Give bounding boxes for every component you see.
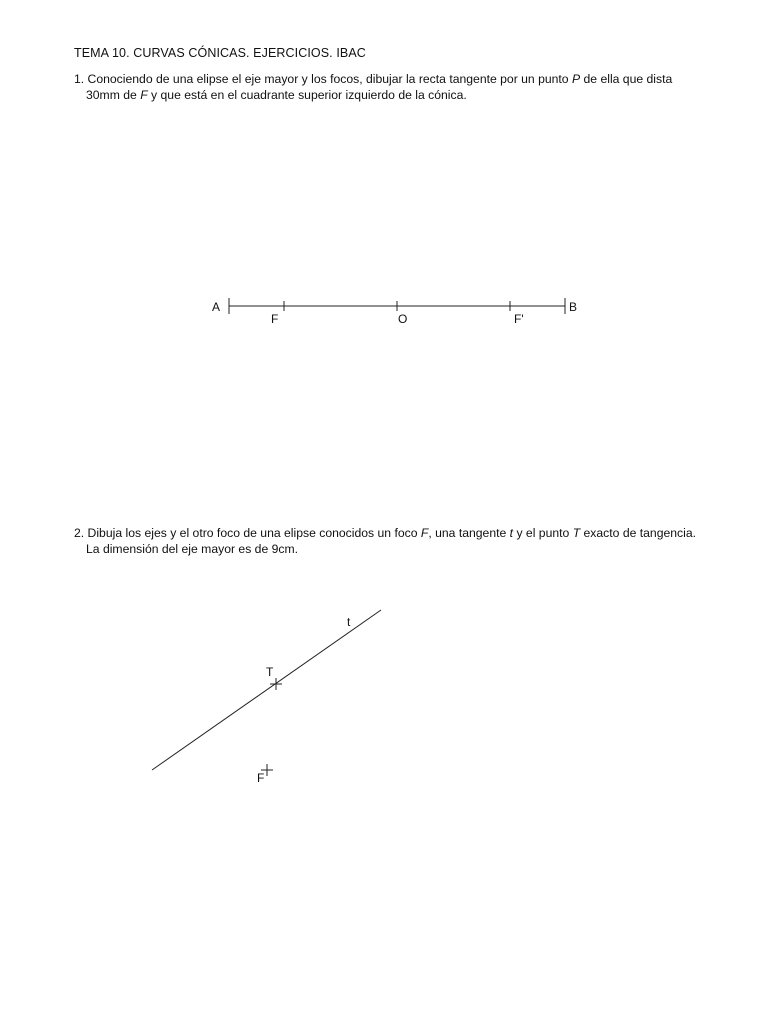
point-p-symbol: P — [571, 72, 581, 86]
label-center-o: O — [398, 312, 408, 326]
exercise-2-text-part: 2. Dibuja los ejes y el otro foco de una elipse conocidos un foco — [74, 526, 421, 540]
label-tangent-t: t — [347, 615, 351, 629]
document-title: TEMA 10. CURVAS CÓNICAS. EJERCICIOS. IBAC — [74, 46, 366, 60]
exercise-1-text-part: 1. Conociendo de una elipse el eje mayor y los focos, dibujar la recta tangente por un punto — [74, 72, 572, 86]
focus-f-symbol: F — [140, 88, 148, 102]
exercise-1-text-part: 30mm de — [86, 88, 141, 102]
exercise-1-text-part: y que está en el cuadrante superior izquierdo de la cónica. — [147, 88, 467, 102]
label-focus-f-prime: F' — [514, 312, 524, 326]
tangent-line-t — [152, 610, 381, 770]
focus-f-symbol: F — [420, 526, 429, 540]
label-b: B — [569, 300, 578, 314]
label-focus-f: F — [257, 771, 265, 785]
exercise-2-line-2: La dimensión del eje mayor es de 9cm. — [86, 542, 299, 556]
label-a: A — [212, 300, 221, 314]
point-t-symbol: T — [572, 526, 581, 540]
label-point-t: T — [266, 665, 274, 679]
label-focus-f: F — [271, 312, 279, 326]
tangent-t-symbol: t — [509, 526, 514, 540]
exercise-2-text-part: exacto de tangencia. — [580, 526, 697, 540]
exercise-2-text-part: , una tangente — [428, 526, 510, 540]
exercise-2-text-part: y el punto — [513, 526, 573, 540]
exercise-1-text-part: de ella que dista — [580, 72, 673, 86]
